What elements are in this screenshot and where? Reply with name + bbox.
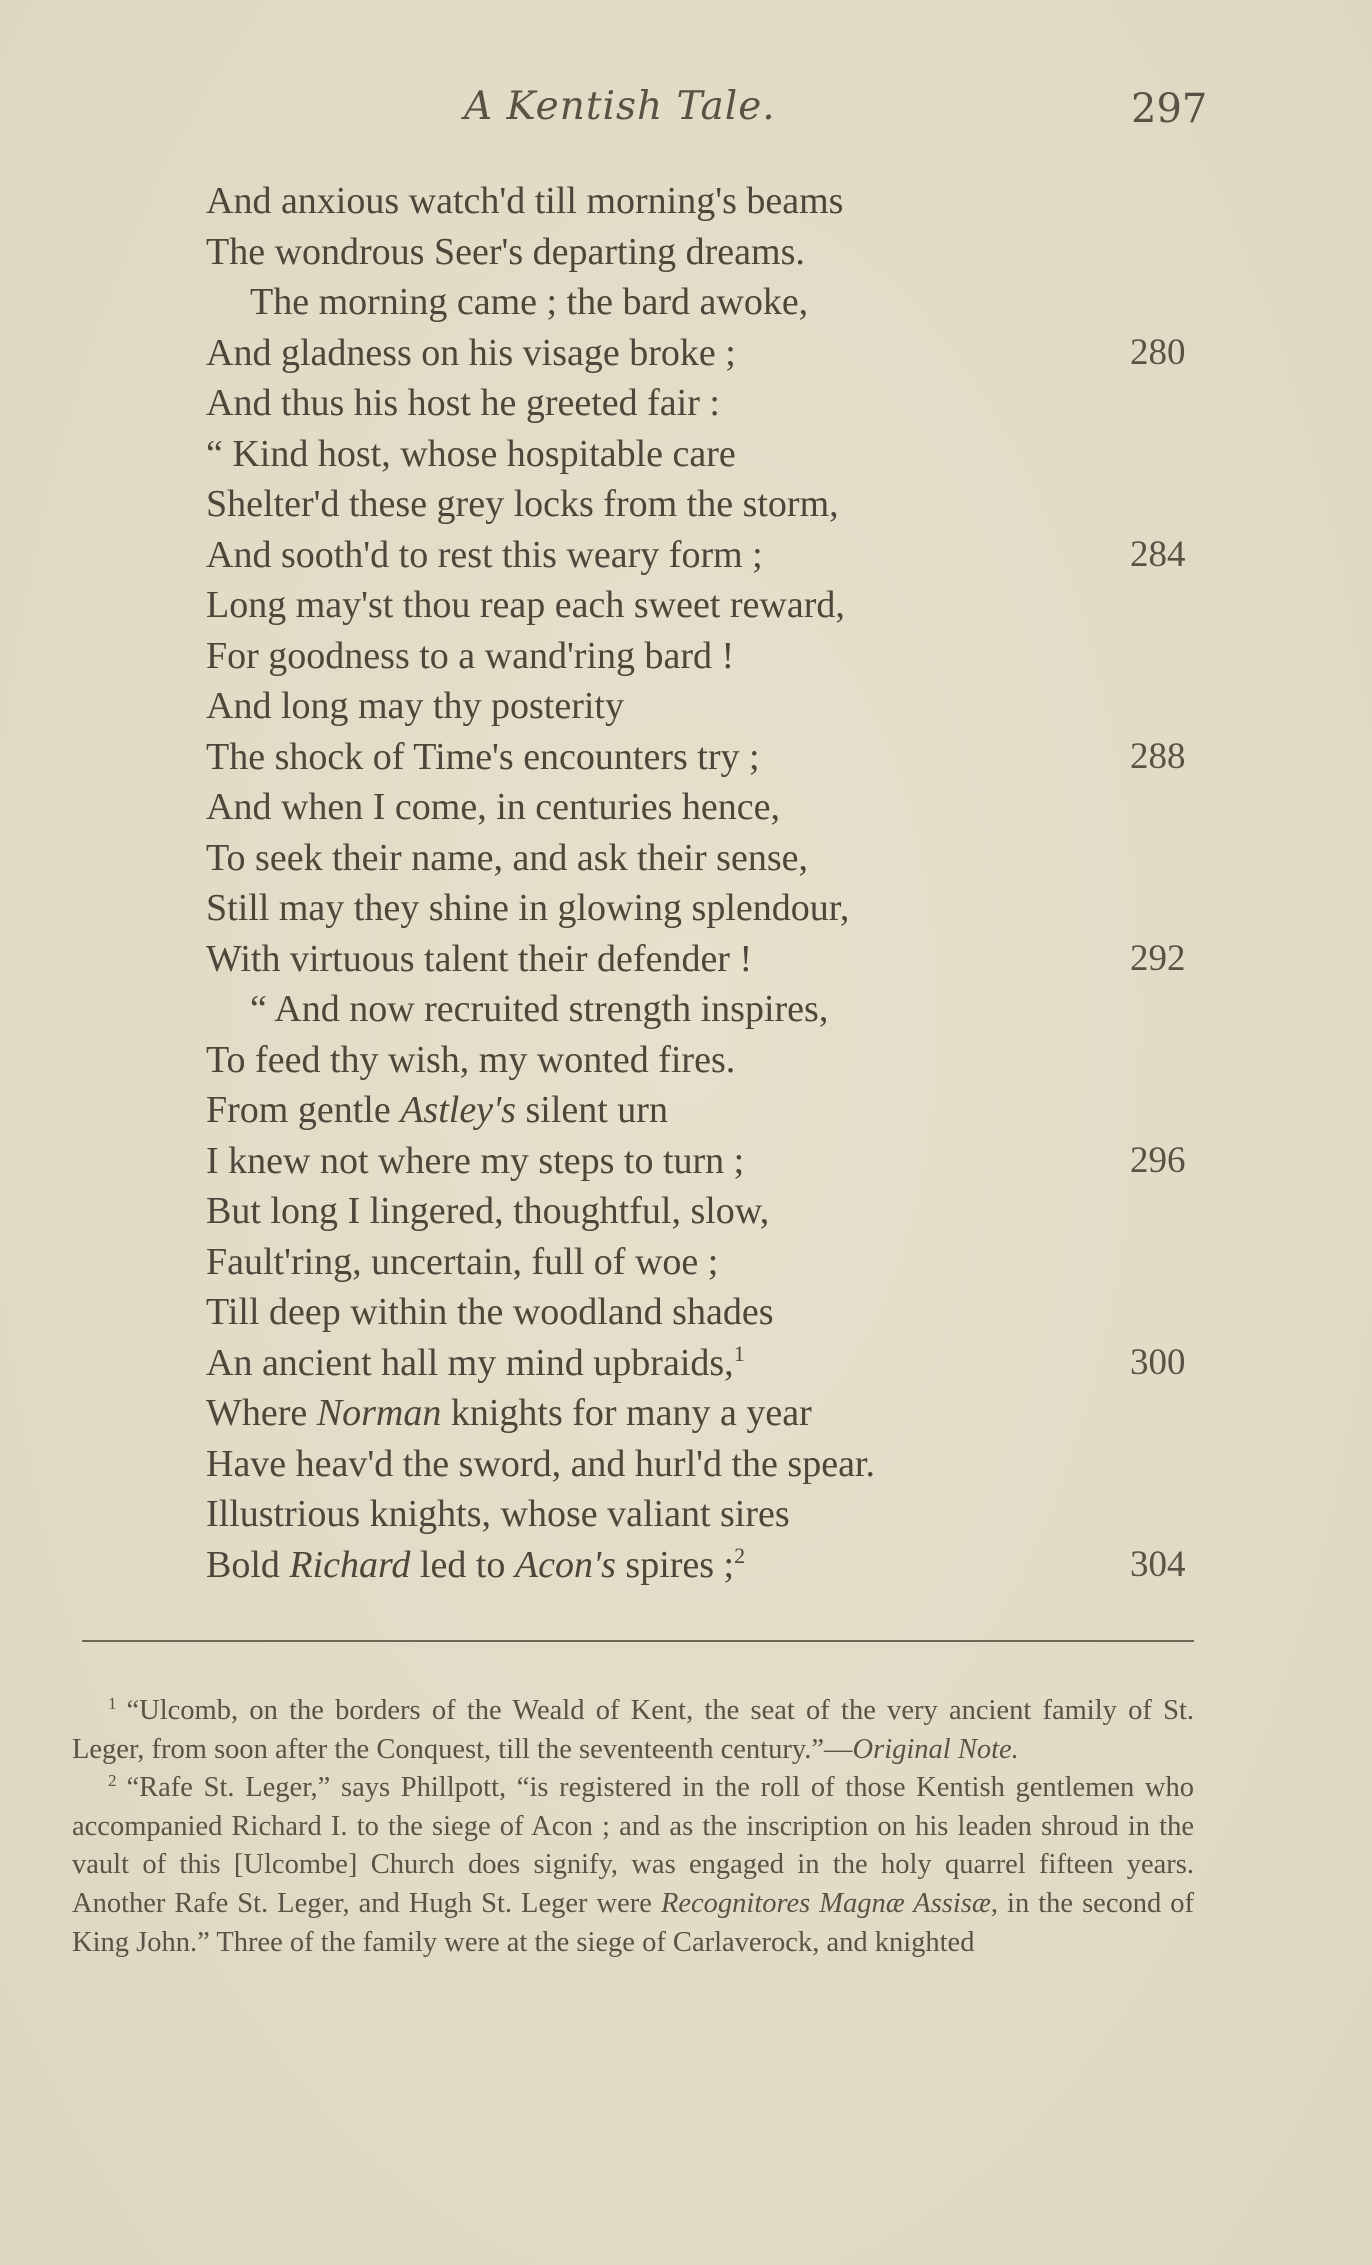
poem-line: Bold Richard led to Acon's spires ;$^2$ 304 <box>206 1540 1206 1591</box>
poem-line: Shelter'd these grey locks from the storm, <box>206 483 839 525</box>
poem-line: And gladness on his visage broke ; 280 <box>206 328 1206 379</box>
poem-line: For goodness to a wand'ring bard ! <box>206 634 735 677</box>
poem-line: With virtuous talent their defender ! 292 <box>206 934 1206 985</box>
poem-line: “ Kind host, whose hospitable care <box>206 432 736 475</box>
poem-line: And sooth'd to rest this weary form ; 284 <box>206 530 1206 581</box>
line-number: 296 <box>1130 1139 1186 1181</box>
footnote-divider <box>82 1640 1194 1642</box>
poem-line: And thus his host he greeted fair : <box>206 382 720 424</box>
poem-line: Still may they shine in glowing splendour, <box>206 887 850 929</box>
poem-line: The shock of Time's encounters try ; 288 <box>206 732 1206 783</box>
poem-line: An ancient hall my mind upbraids,$^1$ 300 <box>206 1338 1206 1389</box>
footnote-ref: 2 <box>734 1542 746 1568</box>
line-number: 284 <box>1130 533 1186 575</box>
poem-line: And when I come, in centuries hence, <box>206 786 781 828</box>
footnote-marker: 1 <box>108 1694 117 1713</box>
footnote-ref: 1 <box>733 1340 745 1366</box>
footnote-2: $^2$ “Rafe St. Leger,” says Phillpott, “is registered in the roll of those Kentish gentlemen who accompanied Richard I. to the siege of Acon ; and as the inscription on his leaden shroud in the vault of this [Ulcombe] Church does signify, was engaged in the holy quarrel fifteen years. Another Rafe St. Leger, and Hugh St. Leger were Recognitores Magnæ Assisæ, in the second of King John.” Three of the family were at the siege of Carlaverock, and knighted <box>72 1771 1194 1958</box>
footnotes <box>72 1692 1194 1962</box>
page-number: 297 <box>1131 86 1208 132</box>
poem-line: Fault'ring, uncertain, full of woe ; <box>206 1240 719 1283</box>
page-header <box>0 84 1372 144</box>
line-number: 304 <box>1130 1543 1186 1585</box>
poem-line: I knew not where my steps to turn ; 296 <box>206 1136 1206 1187</box>
footnote-1: $^1$ “Ulcomb, on the borders of the Weald of Kent, the seat of the very ancient family of St. Leger, from soon after the Conquest, till the seventeenth century.”—Original Note. <box>72 1694 1194 1765</box>
poem-line: To seek their name, and ask their sense, <box>206 836 808 879</box>
footnote-marker: 2 <box>108 1771 117 1791</box>
poem-line: Have heav'd the sword, and hurl'd the spear. <box>206 1442 875 1485</box>
line-number: 280 <box>1130 331 1186 373</box>
poem-line: Illustrious knights, whose valiant sires <box>206 1493 790 1535</box>
poem-body <box>206 176 1206 1590</box>
poem-line: Till deep within the woodland shades <box>206 1291 774 1333</box>
poem-line: And anxious watch'd till morning's beams <box>206 180 844 222</box>
poem-line: The morning came ; the bard awoke, <box>250 281 809 323</box>
poem-line: From gentle Astley's silent urn <box>206 1089 668 1131</box>
line-number: 292 <box>1130 937 1186 979</box>
poem-line: “ And now recruited strength inspires, <box>250 988 829 1030</box>
line-number: 288 <box>1130 735 1186 777</box>
poem-line: Where Norman knights for many a year <box>206 1392 812 1434</box>
running-title: A Kentish Tale. <box>464 84 776 129</box>
poem-line: To feed thy wish, my wonted fires. <box>206 1038 736 1081</box>
poem-line: And long may thy posterity <box>206 685 624 727</box>
poem-line: The wondrous Seer's departing dreams. <box>206 230 805 273</box>
poem-line: Long may'st thou reap each sweet reward, <box>206 584 845 626</box>
poem-line: But long I lingered, thoughtful, slow, <box>206 1190 770 1232</box>
line-number: 300 <box>1130 1341 1186 1383</box>
